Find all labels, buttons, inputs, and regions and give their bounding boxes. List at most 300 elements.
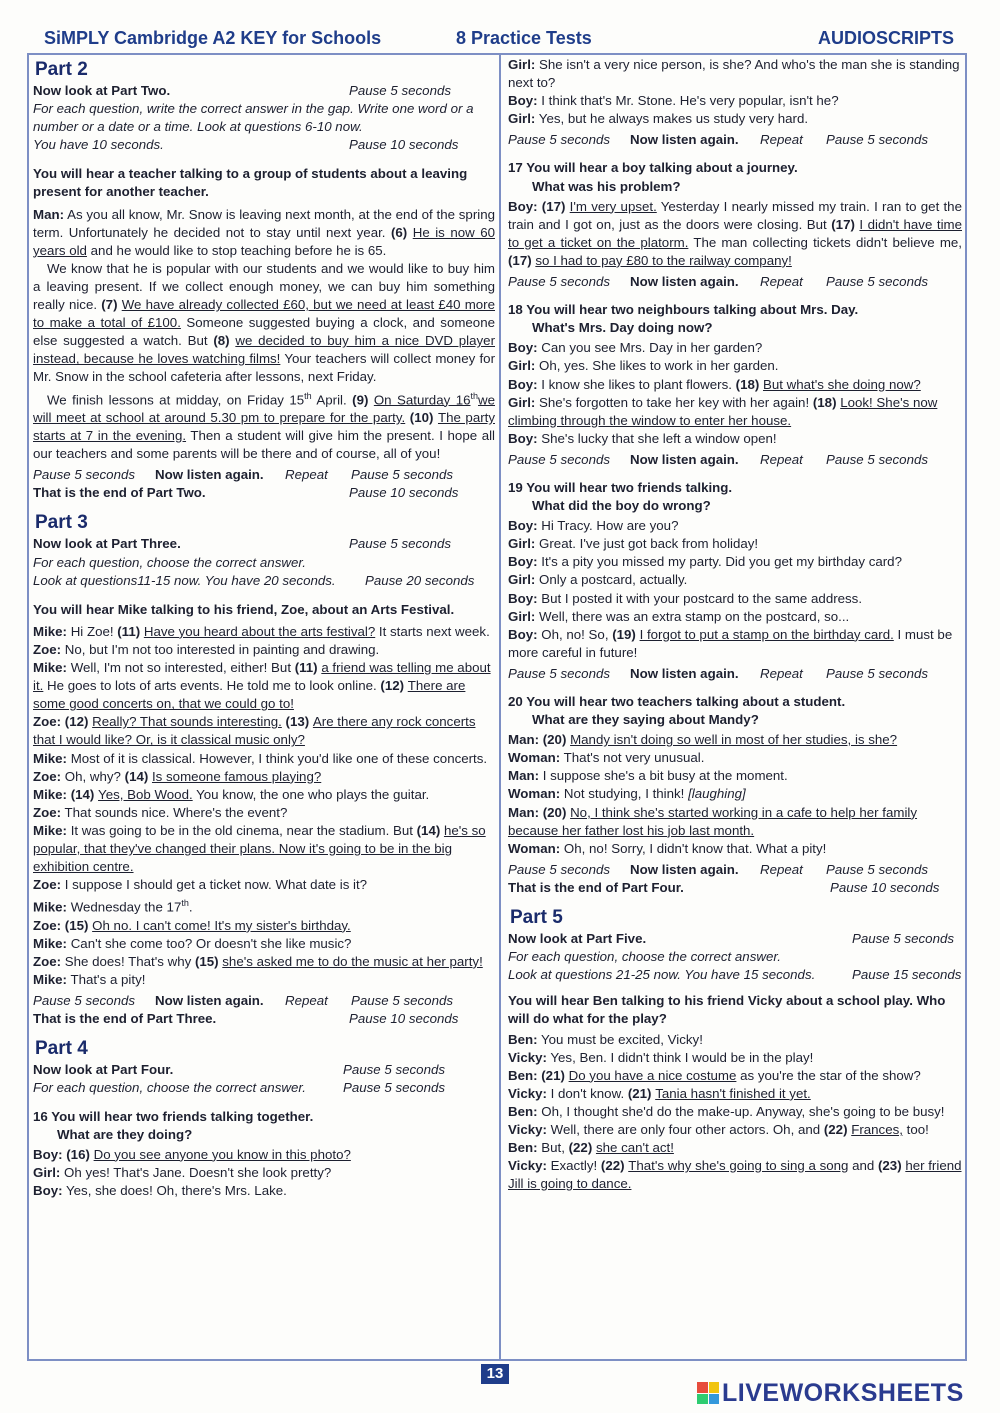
text: Yesterday I nearly missed my train. I ran to get the train and I got on, just as the doors were closing. But <box>508 198 962 232</box>
question-19 <box>508 479 962 515</box>
dialogue-line <box>508 517 962 535</box>
pause-label: Pause 5 seconds <box>508 132 611 148</box>
question-text: 19 You will hear two friends talking. <box>508 479 733 495</box>
section-title: 8 Practice Tests <box>456 28 592 48</box>
answer-text: she's asked me to do the music at her party! <box>222 953 483 969</box>
text: Yes, but he always makes us study very hard. <box>535 111 809 127</box>
listen-again-label: Now listen again. <box>630 451 739 467</box>
speaker: Boy: <box>33 1146 63 1162</box>
text: She does! That's why <box>61 953 195 969</box>
dialogue-line <box>508 535 962 553</box>
answer-number: (15) <box>194 953 223 969</box>
speaker: Woman: <box>508 750 561 766</box>
speaker: Woman: <box>508 840 561 856</box>
pause-label: Pause 5 seconds <box>826 861 929 877</box>
answer-number: (22) <box>568 1140 596 1156</box>
speaker: Boy: <box>508 198 538 214</box>
book-title: SiMPLY Cambridge A2 KEY for Schools <box>44 28 382 48</box>
dialogue-line <box>508 376 962 394</box>
answer-text: Yes, Bob Wood. <box>98 786 193 802</box>
text: Yes, she does! Oh, there's Mrs. Lake. <box>62 1182 287 1198</box>
speaker: Vicky: <box>508 1158 547 1174</box>
answer-number: (9) <box>352 391 374 407</box>
answer-number: (14) <box>67 786 99 802</box>
pause-label: Pause 15 seconds <box>852 967 962 983</box>
question-16 <box>33 1108 495 1144</box>
pause-row <box>33 466 495 484</box>
text: We know that he is popular with our students and we would like to buy him a leaving present. If we collect enough money, we can buy him something really nice. <box>33 260 495 313</box>
superscript: th <box>470 390 479 401</box>
dialogue-line <box>508 1067 962 1085</box>
part-3-heading: Part 3 <box>35 512 88 534</box>
text: as you're the star of the show? <box>736 1067 921 1083</box>
question-20 <box>508 693 962 729</box>
speaker: Girl: <box>508 536 536 552</box>
text: Oh, no! So, <box>537 626 613 642</box>
repeat-label: Repeat <box>760 861 803 877</box>
dialogue-line <box>33 786 495 804</box>
right-column <box>508 56 962 1193</box>
end-text: That is the end of Part Two. <box>33 485 206 501</box>
instruction-text: Now look at Part Three. <box>33 536 181 552</box>
answer-number: (21) <box>627 1085 656 1101</box>
text: Well, there are only four other actors. Oh, and <box>546 1121 824 1137</box>
speaker: Girl: <box>508 572 536 588</box>
text: The man collecting tickets didn't believe me, <box>688 234 962 250</box>
speaker: Ben: <box>508 1103 538 1119</box>
text: . <box>188 899 193 915</box>
text: She isn't a very nice person, is she? And who's the man she is standing next to? <box>508 57 960 91</box>
pause-row <box>508 451 962 469</box>
dialogue-line <box>508 553 962 571</box>
text: But, <box>537 1140 569 1156</box>
speaker: Ben: <box>508 1031 538 1047</box>
text: Yes, Ben. I didn't think I would be in the play! <box>546 1049 814 1065</box>
text: That's a pity! <box>67 972 146 988</box>
text: too! <box>902 1121 929 1137</box>
instruction-text: You have 10 seconds. <box>33 137 164 153</box>
answer-number: (17) <box>537 198 570 214</box>
dialogue-line <box>33 659 495 713</box>
dialogue-line <box>33 750 495 768</box>
speaker: Man: <box>508 732 540 748</box>
dialogue-line <box>33 1164 495 1182</box>
dialogue-line <box>508 56 962 92</box>
text: We finish lessons at midday, on Friday 15 <box>47 391 305 407</box>
dialogue-line <box>508 1157 962 1193</box>
dialogue-line <box>508 840 962 858</box>
pause-label: Pause 5 seconds <box>351 467 454 483</box>
text: Exactly! <box>546 1158 601 1174</box>
answer-text: There are some good concerts on, that we could go to! <box>33 678 466 712</box>
pause-label: Pause 5 seconds <box>351 993 454 1009</box>
dialogue-line <box>33 641 495 659</box>
end-text: That is the end of Part Three. <box>33 1011 217 1027</box>
answer-number: (15) <box>61 917 93 933</box>
dialogue-line <box>33 917 495 935</box>
listen-again-label: Now listen again. <box>630 132 739 148</box>
answer-number: (21) <box>537 1067 569 1083</box>
answer-number: (17) <box>831 216 860 232</box>
pause-label: Pause 5 seconds <box>33 467 136 483</box>
instruction-row <box>33 1061 495 1079</box>
dialogue-line <box>508 1049 962 1067</box>
pause-row <box>508 131 962 149</box>
text: Oh yes! That's Jane. Doesn't she look pretty? <box>60 1164 332 1180</box>
answer-number: (6) <box>390 224 413 240</box>
monologue-paragraph <box>33 387 495 464</box>
answer-number: (14) <box>124 768 152 784</box>
dialogue-line <box>508 785 962 803</box>
speaker: Boy: <box>33 1182 63 1198</box>
dialogue-line <box>33 713 495 749</box>
speaker: Girl: <box>508 111 536 127</box>
answer-number: (8) <box>213 333 236 349</box>
part-5-heading: Part 5 <box>510 907 563 929</box>
repeat-label: Repeat <box>760 665 803 681</box>
instructions: For each question, choose the correct answer. <box>33 554 306 570</box>
text: Oh, I thought she'd do the make-up. Anyway, she's going to be busy! <box>537 1103 945 1119</box>
answer-text: I didn't have time to get a ticket on the platorm. <box>508 216 962 250</box>
question-prompt: What was his problem? <box>532 178 681 194</box>
pause-label: Pause 5 seconds <box>343 1080 446 1096</box>
pause-label: Pause 10 seconds <box>349 485 459 501</box>
speaker: Mike: <box>33 623 67 639</box>
instruction-row <box>508 930 962 948</box>
pause-label: Pause 5 seconds <box>508 665 611 681</box>
pause-label: Pause 5 seconds <box>349 536 452 552</box>
speaker: Girl: <box>508 358 536 374</box>
instruction-text: Now look at Part Two. <box>33 83 171 98</box>
answer-number: (19) <box>612 626 640 642</box>
pause-label: Pause 5 seconds <box>852 931 955 947</box>
dialogue-line <box>33 971 495 989</box>
text: It was going to be in the old cinema, near the stadium. But <box>67 822 417 838</box>
text: Oh, yes. She likes to work in her garden. <box>535 358 779 374</box>
speaker: Woman: <box>508 786 561 802</box>
answer-text: Oh no. I can't come! It's my sister's birthday. <box>92 917 351 933</box>
page-number: 13 <box>481 1364 509 1384</box>
instruction-text: For each question, choose the correct answer. <box>33 1080 306 1096</box>
text: Oh, why? <box>61 768 125 784</box>
answer-text: Do you see anyone you know in this photo? <box>93 1146 351 1162</box>
speaker: Girl: <box>508 608 536 624</box>
speaker: Mike: <box>33 750 67 766</box>
text: You know, the one who plays the guitar. <box>192 786 430 802</box>
speaker: Zoe: <box>33 804 62 820</box>
pause-label: Pause 10 seconds <box>349 137 459 153</box>
speaker: Man: <box>33 206 65 222</box>
column-divider <box>499 53 501 1361</box>
answer-text: But what's she doing now? <box>762 376 921 392</box>
listen-again-label: Now listen again. <box>630 861 739 877</box>
monologue-paragraph <box>33 260 495 387</box>
text: Well, there was an extra stamp on the postcard, so... <box>535 608 850 624</box>
text: I think that's Mr. Stone. He's very popular, isn't he? <box>537 93 839 109</box>
liveworksheets-logo[interactable] <box>697 1378 964 1408</box>
logo-text: LIVEWORKSHEETS <box>722 1378 964 1407</box>
text: Someone suggested buying a clock, and someone else suggested a watch. But <box>33 315 495 349</box>
speaker: Mike: <box>33 786 67 802</box>
text: Well, I'm not so interested, either! But <box>67 660 295 676</box>
dialogue-line <box>508 1139 962 1157</box>
answer-text: he's so popular, that they've changed their plans. Now it's going to be in the big exhibition centre. <box>33 822 486 875</box>
instruction-row <box>33 535 495 553</box>
pause-label: Pause 5 seconds <box>349 83 452 98</box>
dialogue-line <box>33 894 495 917</box>
end-row <box>508 879 962 897</box>
text: It starts next week. <box>375 623 490 639</box>
task-lead: You will hear a teacher talking to a group of students about a leaving present for another teacher. <box>33 166 468 200</box>
answer-text: I forgot to put a stamp on the birthday card. <box>639 626 894 642</box>
part-2-heading: Part 2 <box>35 59 88 80</box>
text: Not studying, I think! <box>560 786 689 802</box>
pause-row <box>508 665 962 683</box>
speaker: Zoe: <box>33 953 62 969</box>
question-text: 20 You will hear two teachers talking about a student. <box>508 694 846 709</box>
answer-number: (7) <box>101 297 122 313</box>
speaker: Vicky: <box>508 1121 547 1137</box>
speaker: Mike: <box>33 972 67 988</box>
speaker: Boy: <box>508 430 538 446</box>
pause-label: Pause 10 seconds <box>830 879 940 895</box>
answer-text: Is someone famous playing? <box>151 768 322 784</box>
speaker: Zoe: <box>33 641 62 657</box>
answer-text: No, I think she's started working in a cafe to help her family because her father lost his job last month. <box>508 804 918 838</box>
answer-text: Do you have a nice costume <box>568 1067 737 1083</box>
text: I know she likes to plant flowers. <box>537 376 736 392</box>
text: Can you see Mrs. Day in her garden? <box>537 340 763 356</box>
speaker: Boy: <box>508 590 538 606</box>
speaker: Boy: <box>508 626 538 642</box>
instruction-text: Now look at Part Five. <box>508 931 647 947</box>
text: He goes to lots of arts events. He told me to look online. <box>43 678 381 694</box>
speaker: Girl: <box>33 1164 61 1180</box>
text: and he would like to stop teaching before he is 65. <box>86 242 387 258</box>
answer-text: Tania hasn't finished it yet. <box>655 1085 811 1101</box>
instruction-row <box>508 966 962 984</box>
question-prompt: What did the boy do wrong? <box>532 498 711 514</box>
page-header <box>40 28 960 52</box>
dialogue-line <box>33 804 495 822</box>
dialogue-line <box>508 731 962 749</box>
answer-number: (17) <box>508 252 536 268</box>
question-prompt: What are they saying about Mandy? <box>532 712 759 728</box>
repeat-label: Repeat <box>760 451 803 467</box>
speaker: Ben: <box>508 1140 538 1156</box>
dialogue-line <box>508 571 962 589</box>
dialogue-line <box>508 767 962 785</box>
dialogue-line <box>33 822 495 876</box>
pause-label: Pause 5 seconds <box>826 132 929 148</box>
logo-mark-icon <box>697 1382 719 1404</box>
instruction-text: Now look at Part Four. <box>33 1062 174 1078</box>
answer-text: That's why she's going to sing a song <box>628 1158 849 1174</box>
repeat-label: Repeat <box>285 993 328 1009</box>
answer-number: (13) <box>281 714 313 730</box>
speaker: Man: <box>508 804 540 820</box>
superscript: th <box>181 898 189 909</box>
question-18 <box>508 301 962 337</box>
answer-text: The party starts at 7 in the evening. <box>33 410 495 444</box>
dialogue-line <box>508 1085 962 1103</box>
answer-number: (12) <box>61 714 93 730</box>
speaker: Girl: <box>508 394 536 410</box>
dialogue-line <box>508 110 962 128</box>
listen-again-label: Now listen again. <box>630 274 739 290</box>
question-text: 16 You will hear two friends talking together. <box>33 1108 314 1124</box>
pause-label: Pause 5 seconds <box>343 1062 446 1078</box>
text: Wednesday the 17 <box>67 899 182 915</box>
pause-label: Pause 5 seconds <box>33 993 136 1009</box>
dialogue-line <box>508 608 962 626</box>
answer-text: On Saturday 16 <box>373 391 471 407</box>
task-lead: You will hear Mike talking to his friend, Zoe, about an Arts Festival. <box>33 601 455 617</box>
text: Your teachers will collect money for Mr. Snow in the school cafeteria after lessons, next Friday. <box>33 351 496 385</box>
instruction-row <box>33 136 495 154</box>
text: Oh, no! Sorry, I didn't know that. What a pity! <box>560 840 827 856</box>
instruction-row <box>33 1079 495 1097</box>
answer-number: (18) <box>735 376 763 392</box>
dialogue-line <box>33 935 495 953</box>
speaker: Mike: <box>33 935 67 951</box>
text: and <box>848 1158 878 1174</box>
speaker: Zoe: <box>33 768 62 784</box>
listen-again-label: Now listen again. <box>155 467 264 483</box>
instruction-row <box>33 82 495 100</box>
text: Hi Tracy. How are you? <box>537 518 679 534</box>
speaker: Vicky: <box>508 1085 547 1101</box>
speaker: Boy: <box>508 376 538 392</box>
answer-number: (11) <box>294 660 322 676</box>
answer-text: Are there any rock concerts that I would like? Or, is it classical music only? <box>33 714 476 748</box>
answer-number: (23) <box>877 1158 906 1174</box>
text: That's not very unusual. <box>560 750 705 766</box>
text: Then a student will give him the present. I hope all our teachers and some parents will be there and of course, all of you! <box>33 428 495 462</box>
text: Great. I've just got back from holiday! <box>535 536 759 552</box>
pause-label: Pause 5 seconds <box>508 274 611 290</box>
answer-number: (20) <box>539 732 571 748</box>
dialogue-line <box>508 804 962 840</box>
speaker: Girl: <box>508 57 536 72</box>
text: But I posted it with your postcard to the same address. <box>537 590 863 606</box>
answer-number: (20) <box>539 804 571 820</box>
answer-text: Frances, <box>851 1121 903 1137</box>
answer-text: so I had to pay £80 to the railway company! <box>535 252 792 268</box>
speaker: Boy: <box>508 554 538 570</box>
audioscripts-label: AUDIOSCRIPTS <box>817 28 954 48</box>
dialogue-line <box>508 430 962 448</box>
stage-direction: [laughing] <box>688 786 746 802</box>
answer-number: (14) <box>416 822 444 838</box>
text: That sounds nice. Where's the event? <box>61 804 288 820</box>
question-text: 18 You will hear two neighbours talking about Mrs. Day. <box>508 302 859 318</box>
instructions: For each question, choose the correct answer. <box>508 949 781 965</box>
text: She's forgotten to take her key with her again! <box>535 394 813 410</box>
repeat-label: Repeat <box>760 132 803 148</box>
listen-again-label: Now listen again. <box>155 993 264 1009</box>
answer-text: a friend was telling me about it. <box>33 660 491 694</box>
listen-again-label: Now listen again. <box>630 665 739 681</box>
text: I suppose I should get a ticket now. What date is it? <box>61 877 368 893</box>
speaker: Man: <box>508 768 540 784</box>
instruction-row <box>33 572 495 590</box>
dialogue-line <box>508 1121 962 1139</box>
speaker: Boy: <box>508 93 538 109</box>
dialogue-line <box>33 876 495 894</box>
text: April. <box>311 391 353 407</box>
dialogue-line <box>508 1031 962 1049</box>
answer-text: we decided to buy him a nice DVD player instead, because he loves watching films! <box>33 333 495 367</box>
text: I suppose she's a bit busy at the moment. <box>539 768 788 784</box>
pause-label: Pause 5 seconds <box>826 665 929 681</box>
instructions: For each question, write the correct answer in the gap. Write one word or a number or a date or a time. Look at questions 6-10 now. <box>33 101 474 135</box>
end-text: That is the end of Part Four. <box>508 879 684 895</box>
question-text: 17 You will hear a boy talking about a journey. <box>508 160 798 176</box>
speaker: Zoe: <box>33 714 62 730</box>
pause-row <box>508 273 962 291</box>
dialogue-line <box>33 1182 495 1200</box>
dialogue-line <box>508 626 962 662</box>
speaker: Zoe: <box>33 877 62 893</box>
answer-text: Have you heard about the arts festival? <box>143 623 376 639</box>
text: No, but I'm not too interested in painting and drawing. <box>61 641 380 657</box>
text: Most of it is classical. However, I think you'd like one of these concerts. <box>67 750 488 766</box>
end-row <box>33 1010 495 1028</box>
monologue-paragraph <box>508 198 962 270</box>
pause-label: Pause 20 seconds <box>365 572 475 588</box>
answer-text: Really? That sounds interesting. <box>92 714 282 730</box>
dialogue-line <box>508 357 962 375</box>
answer-number: (18) <box>812 394 841 410</box>
speaker: Mike: <box>33 660 67 676</box>
speaker: Boy: <box>508 518 538 534</box>
repeat-label: Repeat <box>760 274 803 290</box>
question-prompt: What are they doing? <box>57 1126 193 1142</box>
pause-label: Pause 5 seconds <box>508 451 611 467</box>
task-lead: You will hear Ben talking to his friend Vicky about a school play. Who will do what for the play? <box>508 993 946 1027</box>
pause-label: Pause 10 seconds <box>349 1011 459 1027</box>
answer-number: (22) <box>600 1158 629 1174</box>
pause-label: Pause 5 seconds <box>508 861 611 877</box>
left-column <box>33 56 495 1200</box>
superscript: th <box>304 390 312 401</box>
text: You must be excited, Vicky! <box>537 1031 703 1047</box>
question-17 <box>508 159 962 195</box>
pause-label: Pause 5 seconds <box>826 451 929 467</box>
dialogue-line <box>508 394 962 430</box>
repeat-label: Repeat <box>285 467 328 483</box>
dialogue-line <box>508 1103 962 1121</box>
answer-text: He is now 60 years old <box>33 224 495 258</box>
dialogue-line <box>33 953 495 971</box>
dialogue-line <box>33 623 495 641</box>
answer-number: (11) <box>117 623 144 639</box>
pause-label: Pause 5 seconds <box>826 274 929 290</box>
answer-number: (12) <box>380 678 408 694</box>
text: I must be more careful in future! <box>508 626 953 660</box>
dialogue-line <box>33 1146 495 1164</box>
dialogue-line <box>33 768 495 786</box>
dialogue-line <box>508 749 962 767</box>
answer-text: We have already collected £60, but we need at least £40 more to make a total of £100. <box>33 297 495 331</box>
answer-number: (10) <box>405 410 438 426</box>
answer-text: we will meet at school at around 5.30 pm to prepare for the party. <box>33 391 496 426</box>
instruction-text: Look at questions 21-25 now. You have 15 seconds. <box>508 967 816 983</box>
text: Only a postcard, actually. <box>535 572 688 588</box>
answer-text: she can't act! <box>595 1140 674 1156</box>
dialogue-line <box>508 339 962 357</box>
